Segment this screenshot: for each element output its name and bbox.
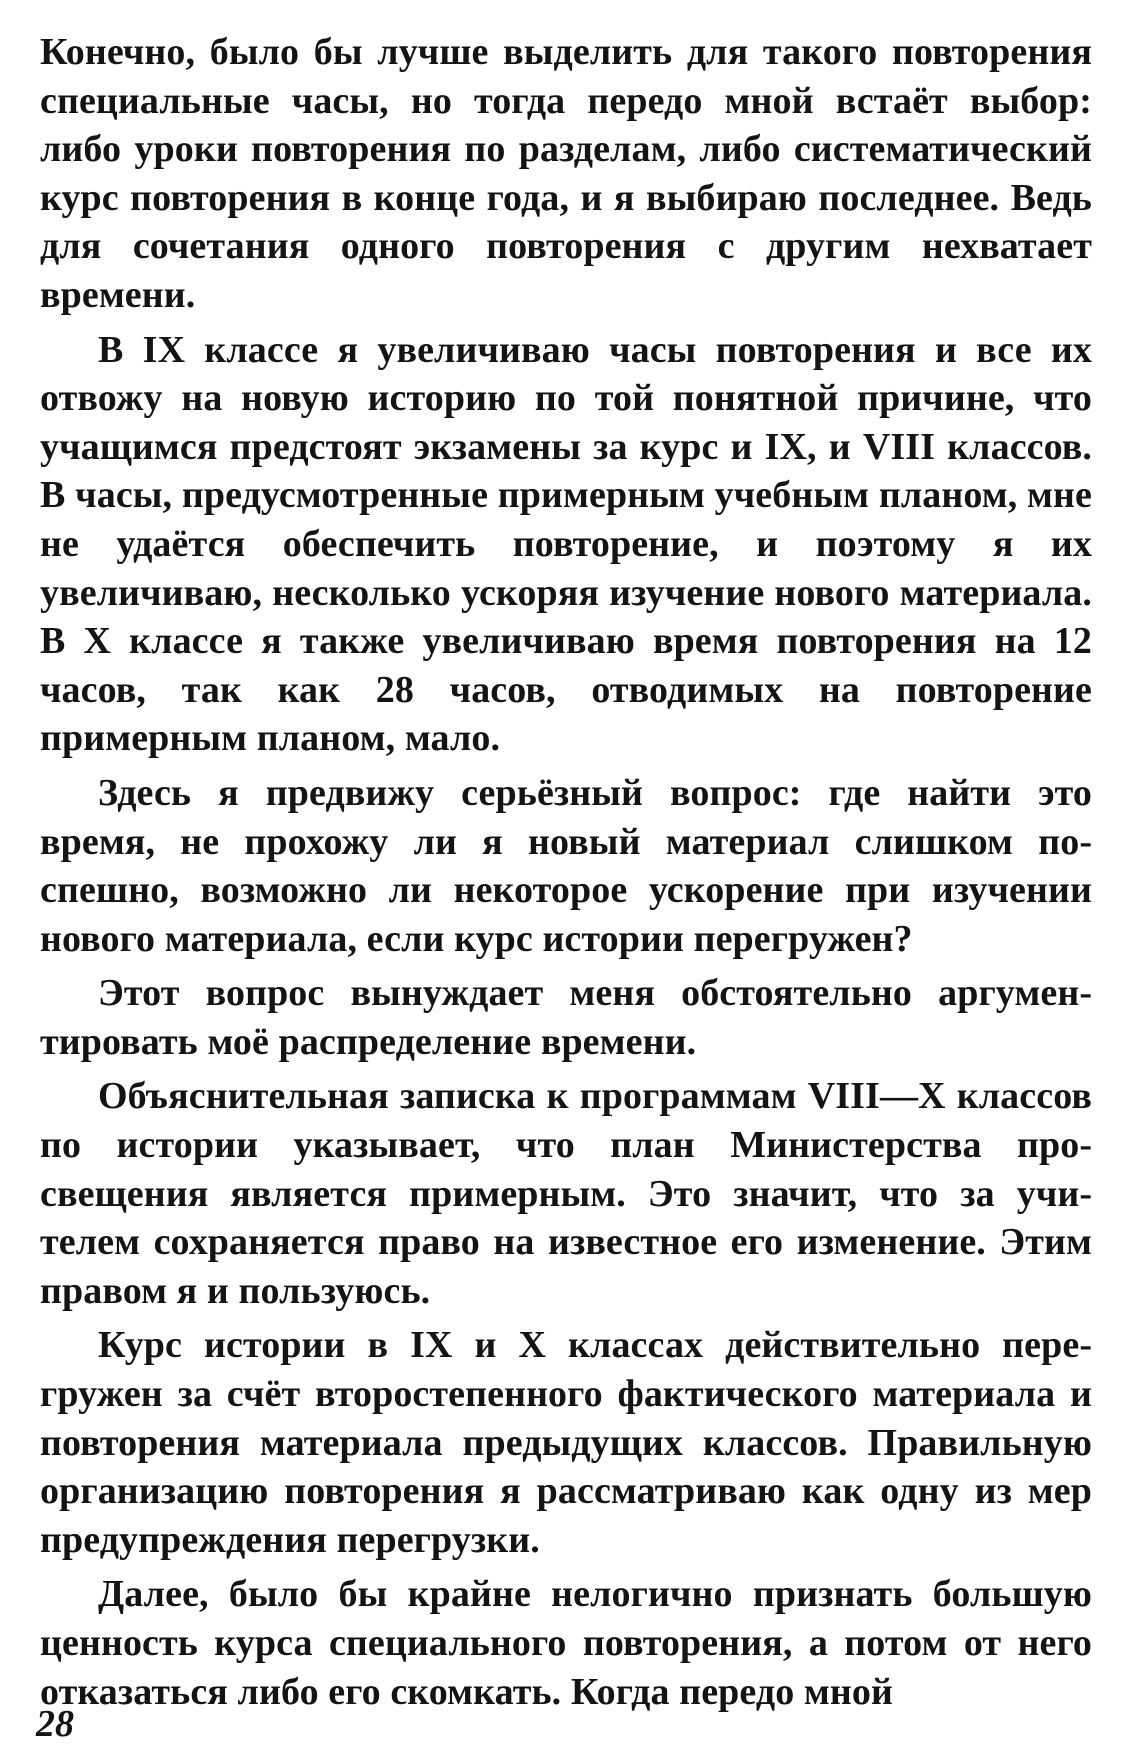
paragraph-3: Здесь я предвижу серьёзный вопрос: где найти это время, не прохожу ли я новый материал слишком поспешно, возможно ли некоторое ускорение при изучении нового материала, если курс истории перегружен? [40, 771, 1092, 960]
paragraph-1: Конечно, было бы лучше выделить для такого повторения специальные часы, но тогда передо мной встаёт выбор: либо уроки повторения по разделам, либо систематический курс повторения в конце года, и я выбираю последнее. Ведь для сочетания одного повторения с другим нехватает времени. [40, 31, 1092, 316]
paragraph-7: Далее, было бы крайне нелогично признать большую ценность курса специального повторения, а потом от него отказаться либо его скомкать. Когда передо мной [40, 1573, 1092, 1713]
page-text [40, 28, 1092, 1722]
paragraph-4: Этот вопрос вынуждает меня обстоятельно аргументировать моё распределение времени. [40, 972, 1092, 1063]
paragraph-6: Курс истории в IX и X классах действительно перегружен за счёт второстепенного фактического материала и повторения материала предыдущих классов. Правильную организацию повторения я рассматриваю как одну из мер предупреждения перегрузки. [40, 1324, 1092, 1561]
page-number: 28 [36, 1703, 74, 1745]
paragraph-5: Объяснительная записка к программам VIII—X классов по истории указывает, что план Министерства просвещения является примерным. Это значит, что за учителем сохраняется право на известное его изменение. Этим правом я и пользуюсь. [40, 1075, 1092, 1312]
paragraph-2: В IX классе я увеличиваю часы повторения и все их отвожу на новую историю по той понятной причине, что учащимся предстоят экзамены за курс и IX, и VIII классов. В часы, предусмотренные примерным учебным планом, мне не удаётся обеспечить повторение, и поэтому я их увеличиваю, несколько ускоряя изучение нового материала. В X классе я также увеличиваю время повторения на 12 часов, так как 28 часов, отводимых на повторение примерным планом, мало. [40, 328, 1092, 760]
